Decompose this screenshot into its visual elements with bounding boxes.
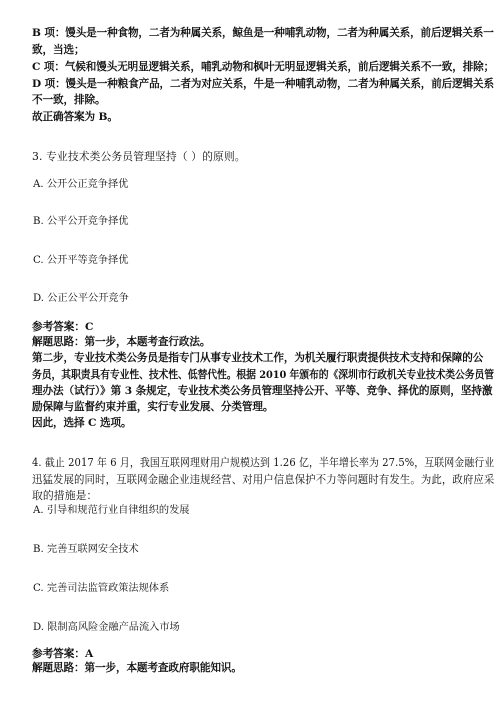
- question-4-answer: 参考答案：A: [32, 648, 94, 660]
- question-3-option-a[interactable]: A. 公开公正竞争择优: [33, 179, 129, 190]
- question-3-option-b[interactable]: B. 公平公开竞争择优: [33, 216, 129, 227]
- question-3-analysis-line: 因此，选择 C 选项。: [32, 417, 132, 429]
- question-3-stem: 3. 专业技术类公务员管理坚持（ ）的原则。: [32, 150, 246, 163]
- prev-analysis-line: 故正确答案为 B。: [32, 111, 118, 123]
- prev-analysis-line: B 项：馒头是一种食物，二者为种属关系，鲸鱼是一种哺乳动物，二者为种属关系，前后逻辑关系一: [32, 27, 494, 39]
- question-3-answer: 参考答案：C: [32, 321, 94, 333]
- question-3-analysis-line: 第二步，专业技术类公务员是指专门从事专业技术工作，为机关履行职责提供技术支持和保障的公: [32, 352, 484, 364]
- question-4-stem-line: 4. 截止 2017 年 6 月，我国互联网理财用户规模达到 1.26 亿，半年增长率为 27.5%，互联网金融行业: [32, 456, 495, 469]
- prev-analysis-line: 致，当选；: [32, 44, 85, 56]
- question-4-option-a[interactable]: A. 引导和规范行业自律组织的发展: [33, 505, 190, 516]
- question-4-analysis-line: 解题思路：第一步，本题考查政府职能知识。: [32, 662, 242, 674]
- question-4-option-b[interactable]: B. 完善互联网安全技术: [33, 544, 139, 555]
- prev-analysis-line: C 项：气候和馒头无明显逻辑关系，哺乳动物和枫叶无明显逻辑关系，前后逻辑关系不一致，排除；: [32, 61, 495, 73]
- question-4-stem-line: 取的措施是：: [32, 489, 98, 502]
- question-3-analysis-line: 解题思路：第一步，本题考查行政法。: [32, 336, 211, 348]
- question-3-option-c[interactable]: C. 公开平等竞争择优: [33, 255, 129, 266]
- question-4-stem-line: 迅猛发展的同时，互联网金融企业违规经营、对用户信息保护不力等问题时有发生。为此，政府应采: [32, 473, 495, 486]
- question-4-option-d[interactable]: D. 限制高风险金融产品流入市场: [33, 622, 180, 633]
- question-3-analysis-line: 励保障与监督约束并重，实行专业发展、分类管理。: [32, 401, 274, 413]
- question-4-option-c[interactable]: C. 完善司法监管政策法规体系: [33, 583, 170, 594]
- question-3-analysis-line: 务员，其职责具有专业性、技术性、低替代性。根据 2010 年颁布的《深圳市行政机关专业技术类公务员管: [32, 369, 494, 381]
- prev-analysis-line: D 项：馒头是一种粮食产品，二者为对应关系，牛是一种哺乳动物，二者为种属关系，前后逻辑关系: [32, 78, 494, 90]
- question-3-option-d[interactable]: D. 公正公平公开竞争: [33, 293, 129, 304]
- question-3-analysis-line: 理办法（试行）》第 3 条规定，专业技术类公务员管理坚持公开、平等、竞争、择优的原则，坚持激: [32, 385, 493, 397]
- prev-analysis-line: 不一致，排除。: [32, 94, 106, 106]
